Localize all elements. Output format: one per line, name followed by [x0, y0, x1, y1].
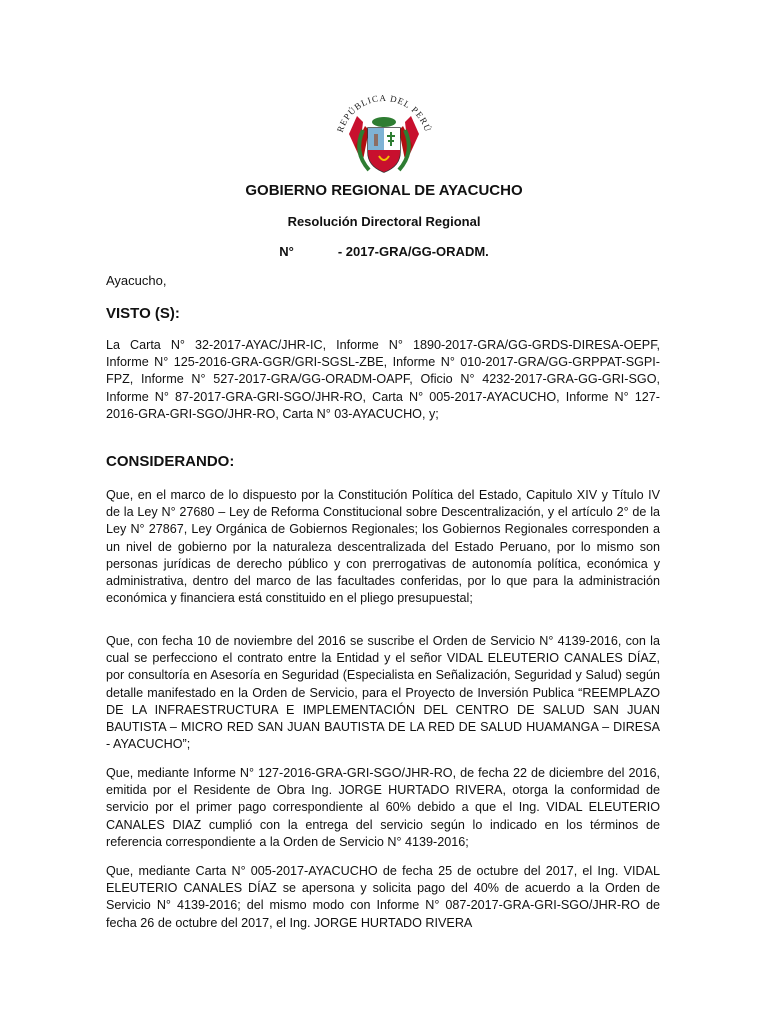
- visto-paragraph: La Carta N° 32-2017-AYAC/JHR-IC, Informe N° 1890-2017-GRA/GG-GRDS-DIRESA-OEPF, Informe N° 125-2016-GRA-GGR/GRI-SGSL-ZBE, Informe N° 010-2017-GRA/GG-GRPPAT-SGPI-FPZ, Informe N° 527-2017-GRA/GG-ORADM-OAPF, Oficio N° 4232-2017-GRA-GG-GRI-SGO, Informe N° 87-2017-GRA-GRI-SGO/JHR-RO, Carta N° 005-2017-AYACUCHO, Informe N° 127-2016-GRA-GRI-SGO/JHR-RO, Carta N° 03-AYACUCHO, y;: [106, 338, 660, 421]
- seal-ring-text: REPÚBLICA DEL PERÚ: [334, 92, 434, 134]
- considerando-paragraph-4: Que, mediante Carta N° 005-2017-AYACUCHO de fecha 25 de octubre del 2017, el Ing. VIDAL ELEUTERIO CANALES DÍAZ se apersona y solicita pago del 40% de acuerdo a la Orden de Servicio N° 4139-2016; del mismo modo con Informe N° 087-2017-GRA-GRI-SGO/JHR-RO de fecha 26 de octubre del 2017, el Ing. JORGE HURTADO RIVERA: [106, 864, 660, 930]
- considerando-paragraph-3: Que, mediante Informe N° 127-2016-GRA-GRI-SGO/JHR-RO, de fecha 22 de diciembre del 2016, emitida por el Residente de Obra Ing. JORGE HURTADO RIVERA, otorga la conformidad de servicio por el primer pago correspondiente al 60% debido a que el Ing. VIDAL ELEUTERIO CANALES DIAZ cumplió con la entrega del servicio según lo indicado en los términos de referencia correspondiente a la Orden de Servicio N° 4139-2016;: [106, 766, 660, 849]
- resolution-type: Resolución Directoral Regional: [287, 214, 481, 229]
- resolution-number-suffix: - 2017-GRA/GG-ORADM.: [337, 244, 489, 259]
- peru-coat-of-arms-icon: [329, 86, 439, 184]
- visto-heading: VISTO (S):: [106, 305, 180, 322]
- place-line: Ayacucho,: [106, 273, 167, 288]
- considerando-paragraph-2: Que, con fecha 10 de noviembre del 2016 se suscribe el Orden de Servicio N° 4139-2016, con la cual se perfecciono el contrato entre la Entidad y el señor VIDAL ELEUTERIO CANALES DÍAZ, por consultoría en Asesoría en Seguridad (Especialista en Señalización, Seguridad y Salud) según detalle manifestado en la Orden de Servicio, para el Proyecto de Inversión Publica “REEMPLAZO DE LA INFRAESTRUCTURA E IMPLEMENTACIÓN DEL CENTRO DE SALUD SAN JUAN BAUTISTA – MICRO RED SAN JUAN BAUTISTA DE LA RED DE SALUD HUAMANGA – DIRESA - AYACUCHO”;: [106, 634, 660, 752]
- document-title: GOBIERNO REGIONAL DE AYACUCHO: [245, 182, 523, 199]
- resolution-number-prefix: N°: [279, 244, 294, 259]
- considerando-heading: CONSIDERANDO:: [106, 453, 235, 470]
- considerando-paragraph-1: Que, en el marco de lo dispuesto por la Constitución Política del Estado, Capitulo XIV y Título IV de la Ley N° 27680 – Ley de Reforma Constitucional sobre Descentralización, y el artículo 2° de la Ley N° 27867, Ley Orgánica de Gobiernos Regionales; los Gobiernos Regionales corresponden a un nivel de gobierno por la naturaleza descentralizada del Estado Peruano, por lo mismo son personas jurídicas de derecho público y con prerrogativas de autonomía política, económica y administrativa, dentro del marco de las facultades conferidas, por lo que para la administración económica y financiera está constituido en el pliego presupuestal;: [106, 488, 660, 606]
- resolution-number: [0, 244, 768, 259]
